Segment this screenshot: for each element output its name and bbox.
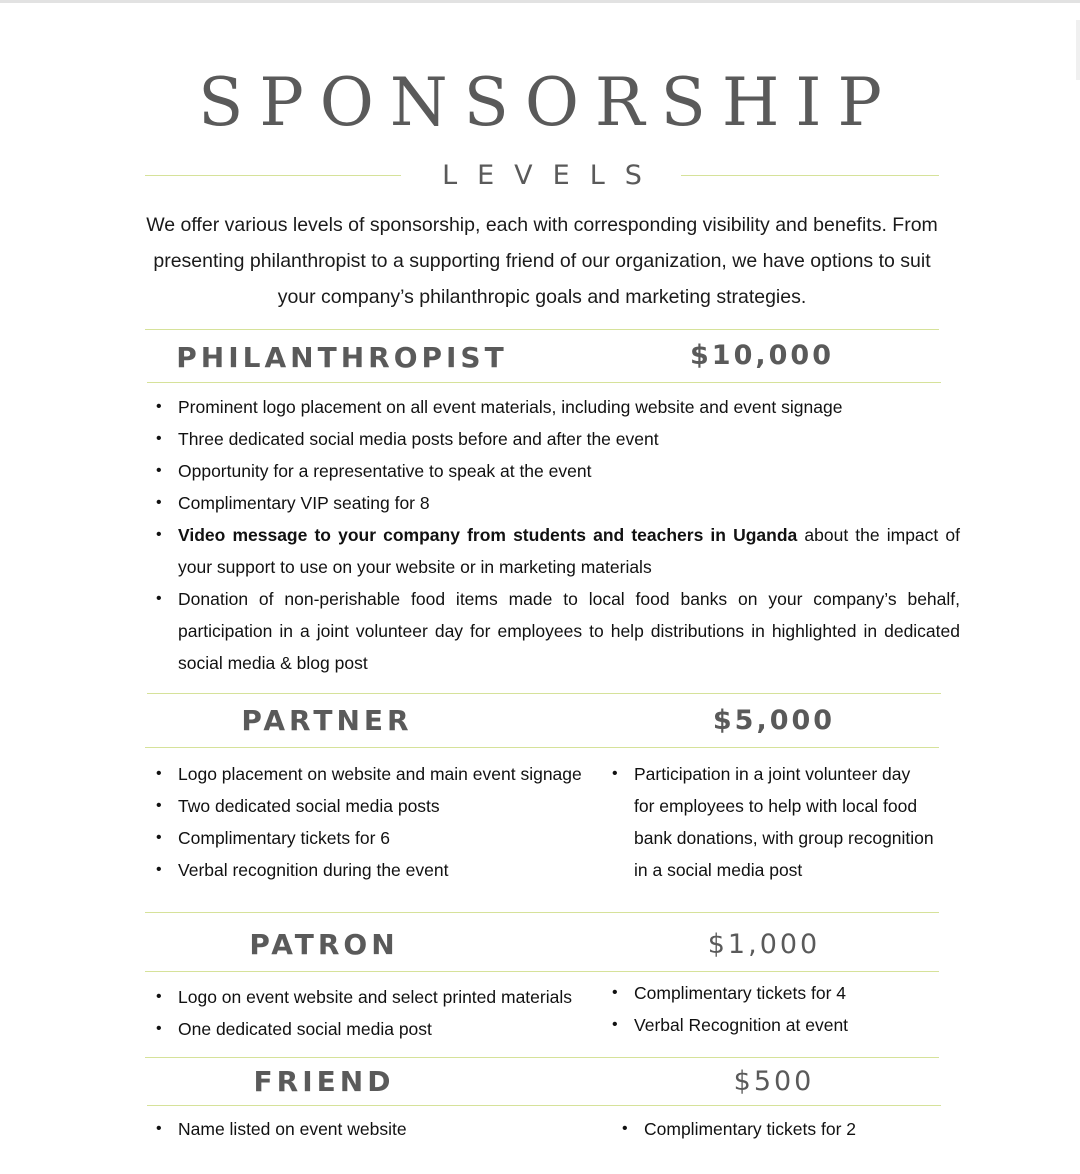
list-item: • Logo placement on website and main event signage xyxy=(146,758,596,790)
tier-divider xyxy=(145,747,939,748)
benefits-list-patron-right xyxy=(602,977,934,1041)
list-item: • Complimentary tickets for 6 xyxy=(146,822,596,854)
list-item: • Three dedicated social media posts before and after the event xyxy=(146,423,960,455)
list-item: • One dedicated social media post xyxy=(146,1013,596,1045)
tier-name-partner: PARTNER xyxy=(241,704,413,737)
list-item: • Logo on event website and select printed materials xyxy=(146,981,596,1013)
list-item: • Complimentary VIP seating for 8 xyxy=(146,487,960,519)
benefits-list-partner-left xyxy=(146,758,596,886)
page-title: SPONSORSHIP xyxy=(198,64,898,141)
tier-divider xyxy=(147,382,941,383)
benefits-list-patron-left xyxy=(146,981,596,1045)
list-item: • Complimentary tickets for 2 xyxy=(612,1113,934,1145)
tier-divider xyxy=(145,971,939,972)
tier-divider xyxy=(145,912,939,913)
video-message-detail: about the impact of your support to use on your website or in marketing materials xyxy=(178,525,960,577)
intro-paragraph: We offer various levels of sponsorship, each with corresponding visibility and benefits. From presenting philanthropist to a supporting friend of our organization, we have options to suit your company’s philanthropic goals and marketing strategies. xyxy=(146,214,938,308)
benefits-list-friend-right xyxy=(612,1113,934,1145)
list-item: • Donation of non-perishable food items made to local food banks on your company’s behalf, participation in a joint volunteer day for employees to help distributions in highlighted in dedicated social media & blog post xyxy=(146,583,960,679)
benefits-list-philanthropist xyxy=(146,391,960,679)
tier-name-philanthropist: PHILANTHROPIST xyxy=(176,341,508,374)
tier-name-friend: FRIEND xyxy=(253,1065,395,1098)
list-item: • Complimentary tickets for 4 xyxy=(602,977,934,1009)
tier-price-philanthropist: $10,000 xyxy=(690,340,834,371)
top-border xyxy=(0,0,1080,3)
tier-price-partner: $5,000 xyxy=(712,705,836,736)
tier-divider xyxy=(147,693,941,694)
list-item xyxy=(146,519,960,583)
list-item: • Opportunity for a representative to speak at the event xyxy=(146,455,960,487)
tier-divider xyxy=(145,329,939,330)
tier-divider xyxy=(145,1057,939,1058)
benefits-list-friend-left xyxy=(146,1113,596,1145)
page-subtitle: LEVELS xyxy=(442,160,662,191)
list-item: • Participation in a joint volunteer day for employees to help with local food bank donations, with group recognition in a social media post xyxy=(602,758,934,886)
list-item: • Prominent logo placement on all event materials, including website and event signage xyxy=(146,391,960,423)
list-item: • Verbal recognition during the event xyxy=(146,854,596,886)
tier-divider xyxy=(147,1105,941,1106)
list-item: • Name listed on event website xyxy=(146,1113,596,1145)
list-item: • Two dedicated social media posts xyxy=(146,790,596,822)
list-item: • Verbal Recognition at event xyxy=(602,1009,934,1041)
tier-price-friend: $500 xyxy=(733,1066,815,1097)
video-message-highlight: Video message to your company from students and teachers in Uganda xyxy=(178,525,798,545)
tier-price-patron: $1,000 xyxy=(707,929,821,960)
benefits-list-partner-right xyxy=(602,758,934,886)
tier-name-patron: PATRON xyxy=(249,928,399,961)
subtitle-row xyxy=(145,158,939,194)
